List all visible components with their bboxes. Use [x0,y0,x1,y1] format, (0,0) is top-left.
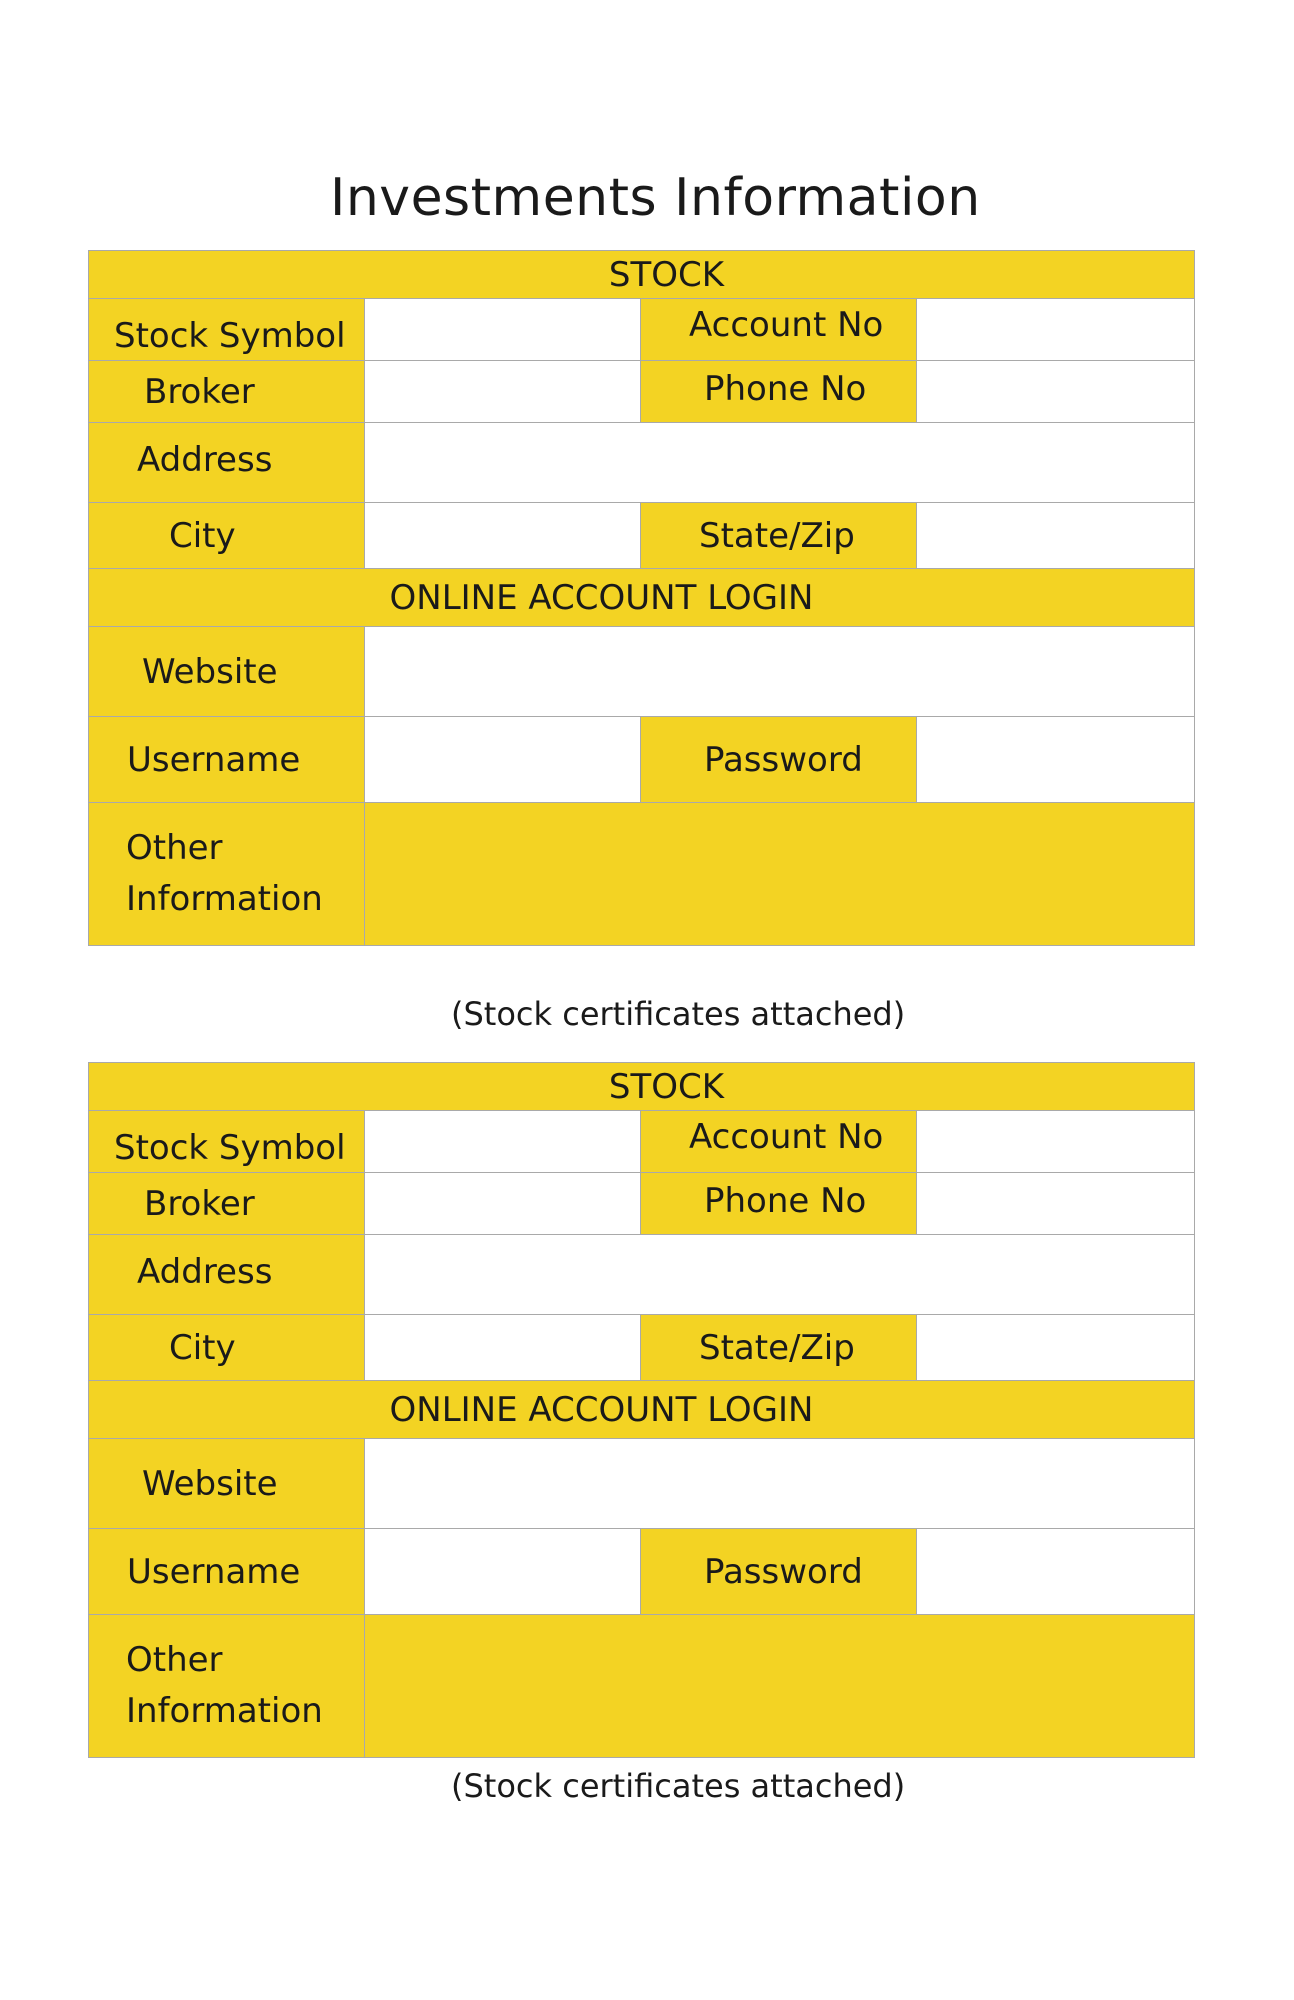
username-label: Username [88,716,366,804]
stock-form-2 [88,1062,1195,1758]
website-field[interactable] [364,626,1195,718]
website-label: Website [88,1438,366,1530]
broker-label: Broker [88,360,366,424]
stock-section-title: STOCK [608,255,725,295]
address-field[interactable] [364,1234,1195,1316]
city-field[interactable] [364,1314,642,1382]
city-label: City [88,502,366,570]
stock-symbol-field[interactable] [364,1110,642,1174]
website-label: Website [88,626,366,718]
city-label: City [88,1314,366,1382]
other-information-field[interactable] [364,1614,1195,1758]
state-zip-label: State/Zip [640,502,918,570]
phone-no-field[interactable] [916,360,1195,424]
certificates-caption: (Stock certificates attached) [451,995,906,1033]
stock-symbol-label: Stock Symbol [88,1110,366,1174]
phone-no-label: Phone No [640,1172,918,1236]
broker-field[interactable] [364,360,642,424]
password-field[interactable] [916,716,1195,804]
other-information-label: Other Information [88,1614,366,1758]
online-login-header: ONLINE ACCOUNT LOGIN [88,1380,1195,1440]
username-field[interactable] [364,716,642,804]
broker-field[interactable] [364,1172,642,1236]
stock-section-header [88,250,1195,300]
page-title: Investments Information [330,168,981,228]
city-field[interactable] [364,502,642,570]
other-information-label: Other Information [88,802,366,946]
address-label: Address [88,422,366,504]
broker-label: Broker [88,1172,366,1236]
website-field[interactable] [364,1438,1195,1530]
state-zip-field[interactable] [916,502,1195,570]
password-label: Password [640,1528,918,1616]
online-login-header: ONLINE ACCOUNT LOGIN [88,568,1195,628]
stock-symbol-field[interactable] [364,298,642,362]
account-no-field[interactable] [916,298,1195,362]
stock-form-1 [88,250,1195,946]
username-label: Username [88,1528,366,1616]
account-no-field[interactable] [916,1110,1195,1174]
address-field[interactable] [364,422,1195,504]
state-zip-field[interactable] [916,1314,1195,1382]
certificates-caption: (Stock certificates attached) [451,1767,906,1805]
phone-no-label: Phone No [640,360,918,424]
username-field[interactable] [364,1528,642,1616]
phone-no-field[interactable] [916,1172,1195,1236]
stock-symbol-label: Stock Symbol [88,298,366,362]
address-label: Address [88,1234,366,1316]
account-no-label: Account No [640,1110,918,1174]
stock-section-title: STOCK [608,1067,725,1107]
account-no-label: Account No [640,298,918,362]
state-zip-label: State/Zip [640,1314,918,1382]
password-field[interactable] [916,1528,1195,1616]
password-label: Password [640,716,918,804]
other-information-field[interactable] [364,802,1195,946]
stock-section-header [88,1062,1195,1112]
